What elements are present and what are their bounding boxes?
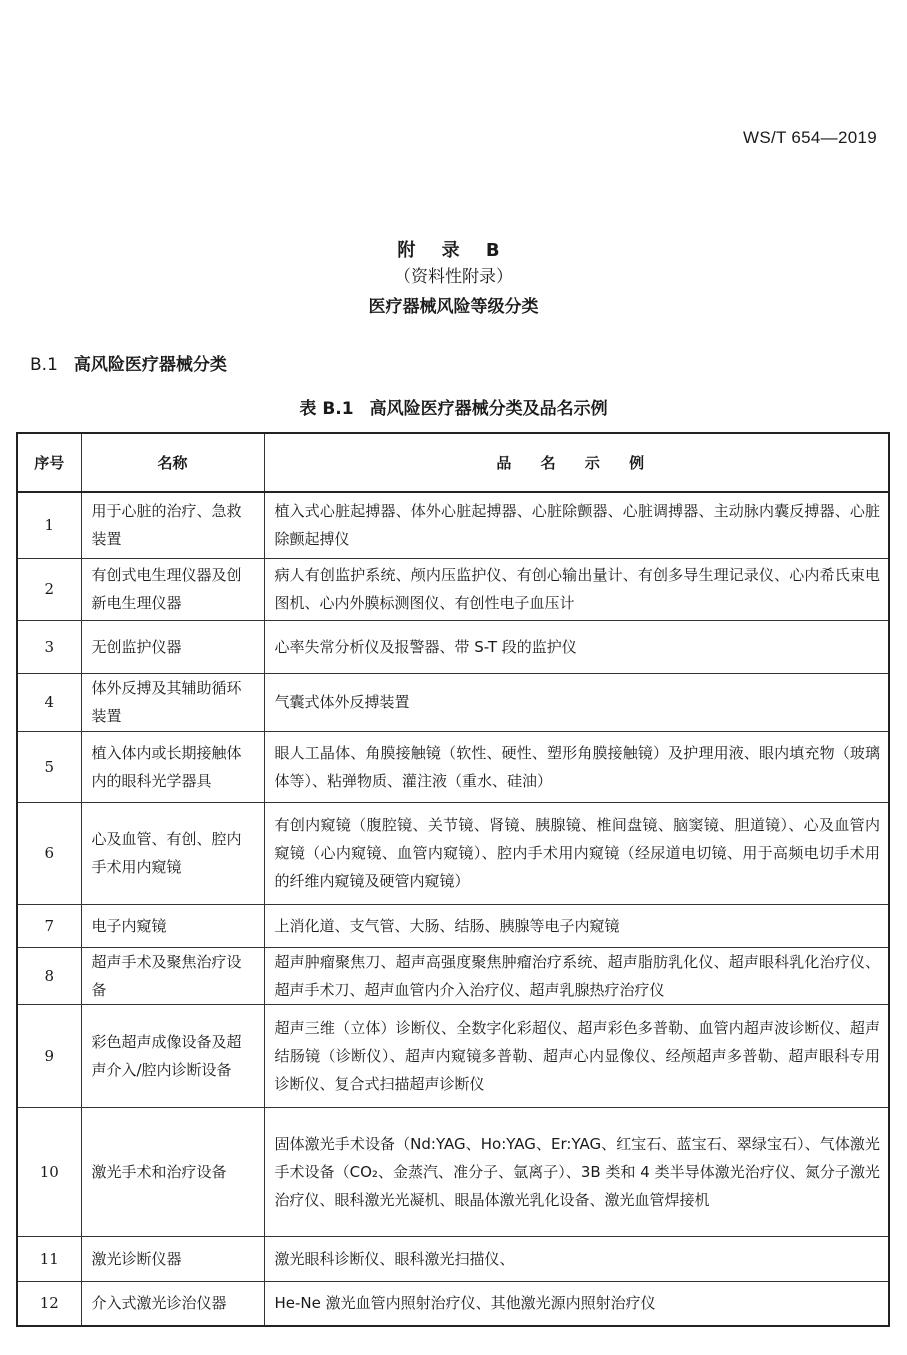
cell-seq: 5: [17, 731, 81, 802]
cell-name: 无创监护仪器: [81, 620, 264, 673]
table-caption-number: 表 B.1: [299, 399, 354, 419]
cell-examples: 气囊式体外反搏装置: [264, 673, 889, 731]
product-table: [16, 432, 890, 1327]
cell-examples: 固体激光手术设备（Nd:YAG、Ho:YAG、Er:YAG、红宝石、蓝宝石、翠绿宝石）、气体激光手术设备（CO₂、金蒸汽、准分子、氩离子）、3B 类和 4 类半导体激光治疗仪、氮分子激光治疗仪、眼科激光光凝机、眼晶体激光乳化设备、激光血管焊接机: [264, 1107, 889, 1236]
table-row: [17, 1281, 889, 1326]
table-row: [17, 904, 889, 947]
header-name: 名称: [81, 433, 264, 492]
section-number: B.1: [30, 355, 58, 375]
cell-seq: 9: [17, 1004, 81, 1107]
table-row: [17, 492, 889, 558]
cell-examples: 上消化道、支气管、大肠、结肠、胰腺等电子内窥镜: [264, 904, 889, 947]
header-examples: 品 名 示 例: [264, 433, 889, 492]
cell-name: 超声手术及聚焦治疗设备: [81, 947, 264, 1004]
section-heading: [30, 350, 227, 375]
cell-name: 介入式激光诊治仪器: [81, 1281, 264, 1326]
cell-name: 电子内窥镜: [81, 904, 264, 947]
table-caption: [0, 394, 907, 419]
appendix-type: （资料性附录）: [394, 267, 513, 287]
cell-seq: 6: [17, 802, 81, 904]
table-row: [17, 802, 889, 904]
cell-examples: 激光眼科诊断仪、眼科激光扫描仪、: [264, 1236, 889, 1281]
cell-seq: 4: [17, 673, 81, 731]
table-row: [17, 558, 889, 620]
appendix-title: 附 录 B: [397, 240, 510, 261]
table-row: [17, 947, 889, 1004]
cell-name: 体外反搏及其辅助循环装置: [81, 673, 264, 731]
cell-seq: 11: [17, 1236, 81, 1281]
cell-name: 心及血管、有创、腔内手术用内窥镜: [81, 802, 264, 904]
cell-name: 彩色超声成像设备及超声介入/腔内诊断设备: [81, 1004, 264, 1107]
cell-seq: 2: [17, 558, 81, 620]
cell-name: 用于心脏的治疗、急救装置: [81, 492, 264, 558]
cell-seq: 3: [17, 620, 81, 673]
cell-examples: 有创内窥镜（腹腔镜、关节镜、肾镜、胰腺镜、椎间盘镜、脑窦镜、胆道镜）、心及血管内窥镜（心内窥镜、血管内窥镜）、腔内手术用内窥镜（经尿道电切镜、用于高频电切手术用的纤维内窥镜及硬管内窥镜）: [264, 802, 889, 904]
cell-examples: 植入式心脏起搏器、体外心脏起搏器、心脏除颤器、心脏调搏器、主动脉内囊反搏器、心脏除颤起搏仪: [264, 492, 889, 558]
cell-seq: 8: [17, 947, 81, 1004]
cell-seq: 12: [17, 1281, 81, 1326]
header-seq: 序号: [17, 433, 81, 492]
cell-seq: 7: [17, 904, 81, 947]
cell-name: 激光手术和治疗设备: [81, 1107, 264, 1236]
table-row: [17, 1004, 889, 1107]
cell-examples: 眼人工晶体、角膜接触镜（软性、硬性、塑形角膜接触镜）及护理用液、眼内填充物（玻璃体等）、粘弹物质、灌注液（重水、硅油）: [264, 731, 889, 802]
standard-code: WS/T 654—2019: [743, 128, 877, 147]
section-title: 高风险医疗器械分类: [73, 355, 227, 375]
cell-name: 有创式电生理仪器及创新电生理仪器: [81, 558, 264, 620]
cell-name: 激光诊断仪器: [81, 1236, 264, 1281]
appendix-name: 医疗器械风险等级分类: [368, 297, 539, 317]
cell-examples: 病人有创监护系统、颅内压监护仪、有创心输出量计、有创多导生理记录仪、心内希氏束电图机、心内外膜标测图仪、有创性电子血压计: [264, 558, 889, 620]
cell-examples: 超声三维（立体）诊断仪、全数字化彩超仪、超声彩色多普勒、血管内超声波诊断仪、超声结肠镜（诊断仪）、超声内窥镜多普勒、超声心内显像仪、经颅超声多普勒、超声眼科专用诊断仪、复合式扫描超声诊断仪: [264, 1004, 889, 1107]
table-row: [17, 620, 889, 673]
cell-examples: He-Ne 激光血管内照射治疗仪、其他激光源内照射治疗仪: [264, 1281, 889, 1326]
cell-examples: 超声肿瘤聚焦刀、超声高强度聚焦肿瘤治疗系统、超声脂肪乳化仪、超声眼科乳化治疗仪、超声手术刀、超声血管内介入治疗仪、超声乳腺热疗治疗仪: [264, 947, 889, 1004]
table-caption-title: 高风险医疗器械分类及品名示例: [369, 399, 608, 419]
cell-seq: 10: [17, 1107, 81, 1236]
table-row: [17, 673, 889, 731]
cell-seq: 1: [17, 492, 81, 558]
table-header-row: [17, 433, 889, 492]
table-row: [17, 1236, 889, 1281]
table-row: [17, 731, 889, 802]
cell-name: 植入体内或长期接触体内的眼科光学器具: [81, 731, 264, 802]
cell-examples: 心率失常分析仪及报警器、带 S-T 段的监护仪: [264, 620, 889, 673]
table-row: [17, 1107, 889, 1236]
